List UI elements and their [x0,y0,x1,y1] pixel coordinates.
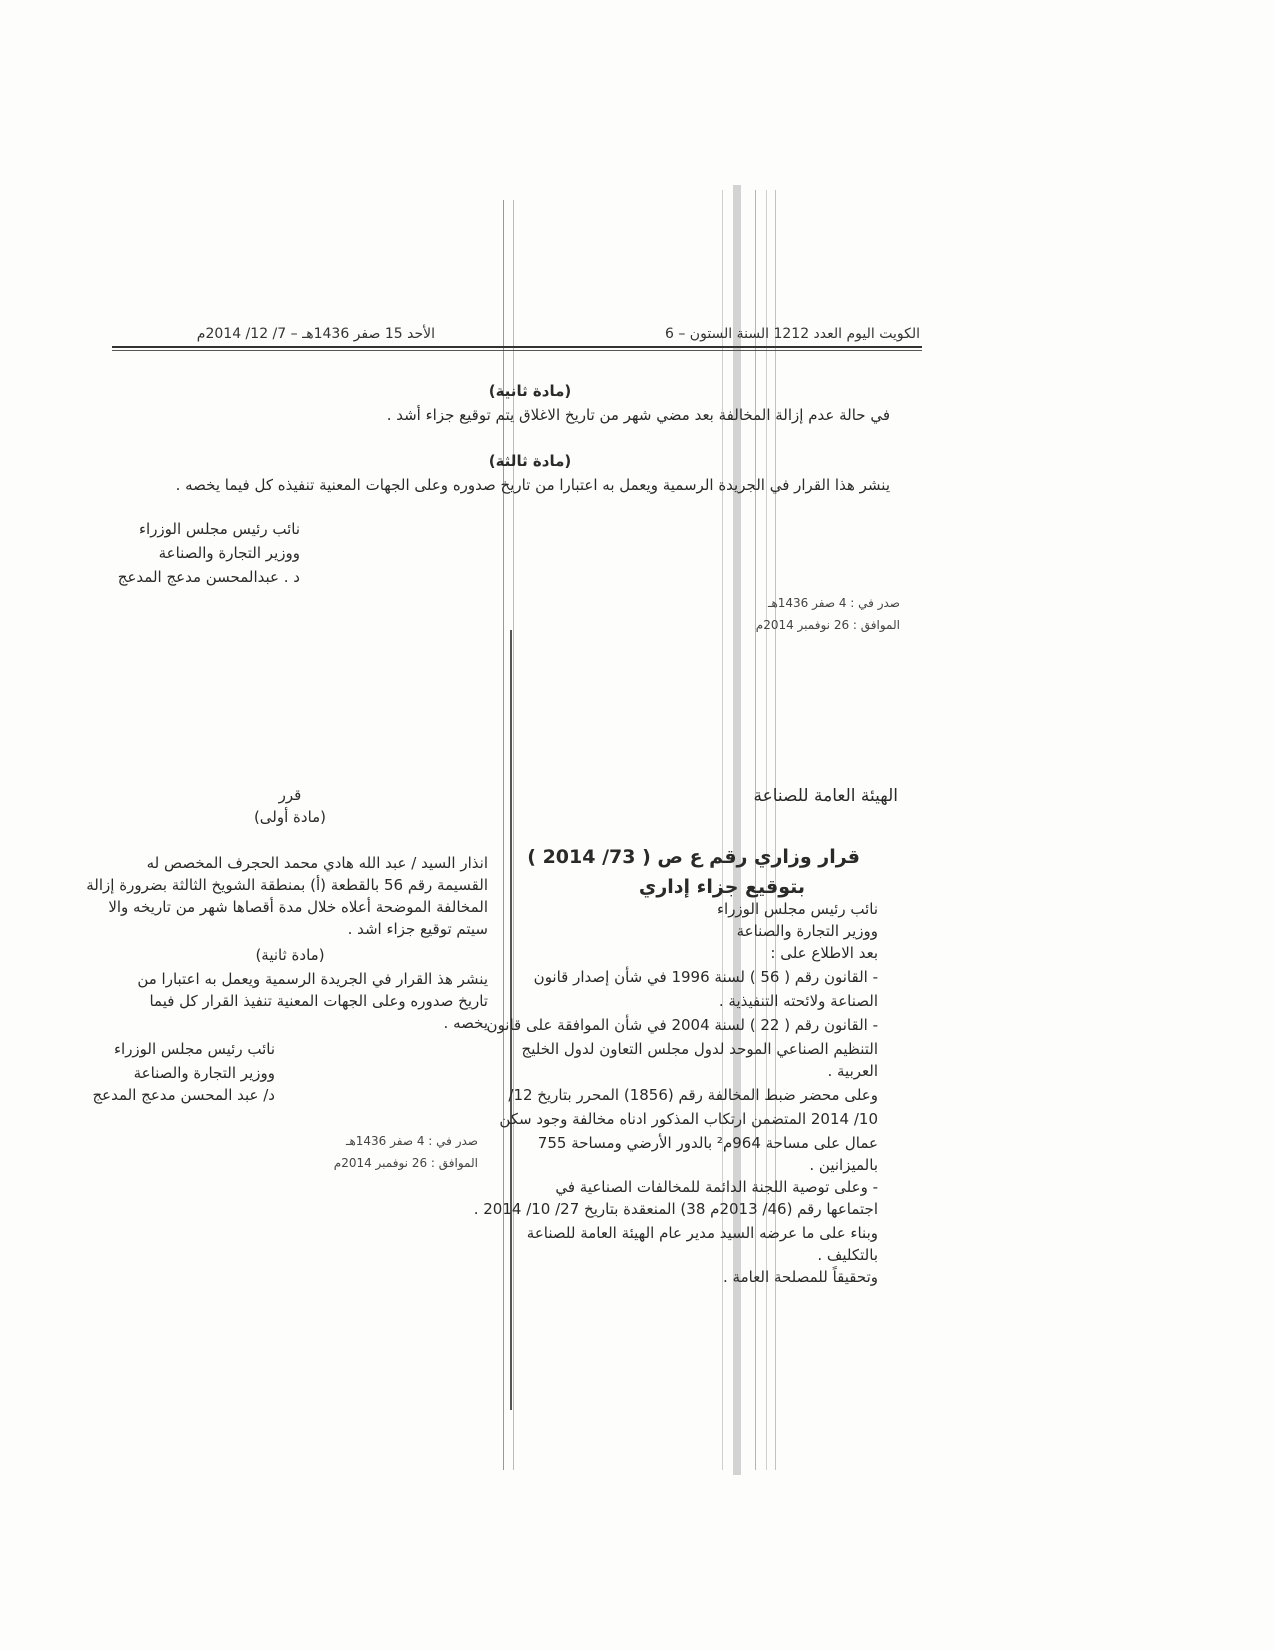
right-line: - القانون رقم ( 56 ) لسنة 1996 في شأن إصدار قانون [533,968,878,986]
top-signature-title: نائب رئيس مجلس الوزراء [138,520,300,538]
header-rule [112,346,922,348]
left-article2-line: يخصه . [443,1014,488,1032]
top-article3-title: (مادة ثالثة) [488,452,572,470]
right-line: عمال على مساحة 964م² بالدور الأرضي ومساحة 755 [537,1134,878,1152]
left-article2-line: تاريخ صدوره وعلى الجهات المعنية تنفيذ القرار كل فيما [149,992,488,1010]
left-article1-line: سيتم توقيع جزاء اشد . [347,920,488,938]
decides-heading: قرر [278,786,302,804]
left-article2-line: ينشر هذ القرار في الجريدة الرسمية ويعمل به اعتبارا من [137,970,488,988]
right-line: وتحقيقاً للمصلحة العامة . [723,1268,878,1286]
right-line: بالميزانين . [809,1156,878,1174]
left-article1-line: المخالفة الموضحة أعلاه خلال مدة أقصاها شهر من تاريخه والا [108,898,488,916]
authority-name: الهيئة العامة للصناعة [753,786,898,806]
top-issued-gregorian: الموافق : 26 نوفمبر 2014م [755,618,900,632]
top-signature-role: ووزير التجارة والصناعة [158,544,300,562]
left-signature-name: د/ عبد المحسن مدعج المدعج [92,1086,275,1104]
decision-title: قرار وزاري رقم ع ص ( 73/ 2014 ) [527,846,860,868]
right-line: اجتماعها رقم (46/ 2013م 38) المنعقدة بتاريخ 27/ 10/ 2014 . [473,1200,878,1218]
top-signature-name: د . عبدالمحسن مدعج المدعج [117,568,300,586]
right-line: بعد الاطلاع على : [770,944,878,962]
right-line: - وعلى توصية اللجنة الدائمة للمخالفات الصناعية في [555,1178,878,1196]
right-line: ووزير التجارة والصناعة [736,922,878,940]
left-article1-title: (مادة أولى) [253,808,327,826]
top-issued-date: صدر في : 4 صفر 1436هـ [767,596,900,610]
right-line: وبناء على ما عرضه السيد مدير عام الهيئة العامة للصناعة [526,1224,878,1242]
right-line: بالتكليف . [817,1246,878,1264]
top-article3-text: ينشر هذا القرار في الجريدة الرسمية ويعمل به اعتبارا من تاريخ صدوره وعلى الجهات المعنية تنفيذه كل فيما يخصه . [175,476,890,494]
decision-subtitle: بتوقيع جزاء إداري [638,876,805,898]
header-rule [112,350,922,351]
left-signature-role: ووزير التجارة والصناعة [133,1064,275,1082]
left-issued-date: صدر في : 4 صفر 1436هـ [345,1134,478,1148]
right-line: وعلى محضر ضبط المخالفة رقم (1856) المحرر بتاريخ 12/ [508,1086,878,1104]
right-line: - القانون رقم ( 22 ) لسنة 2004 في شأن الموافقة على قانون [486,1016,878,1034]
right-line: التنظيم الصناعي الموحد لدول مجلس التعاون لدول الخليج [521,1040,878,1058]
right-line: العربية . [827,1062,878,1080]
header-right: الكويت اليوم العدد 1212 السنة الستون – 6 [664,326,920,342]
header-left: الأحد 15 صفر 1436هـ – 7/ 12/ 2014م [196,326,435,342]
right-line: الصناعة ولائحته التنفيذية . [718,992,878,1010]
left-issued-gregorian: الموافق : 26 نوفمبر 2014م [333,1156,478,1170]
left-signature-title: نائب رئيس مجلس الوزراء [113,1040,275,1058]
right-line: 10/ 2014 المتضمن ارتكاب المذكور ادناه مخالفة وجود سكن [499,1110,878,1128]
left-article1-line: القسيمة رقم 56 بالقطعة (أ) بمنطقة الشويخ الثالثة بضرورة إزالة [86,876,488,894]
top-article2-title: (مادة ثانية) [488,382,572,400]
top-article2-text: في حالة عدم إزالة المخالفة بعد مضي شهر من تاريخ الاغلاق يتم توقيع جزاء أشد . [386,406,890,424]
right-line: نائب رئيس مجلس الوزراء [716,900,878,918]
left-article2-title: (مادة ثانية) [255,946,325,964]
left-article1-line: انذار السيد / عبد الله هادي محمد الحجرف المخصص له [146,854,488,872]
